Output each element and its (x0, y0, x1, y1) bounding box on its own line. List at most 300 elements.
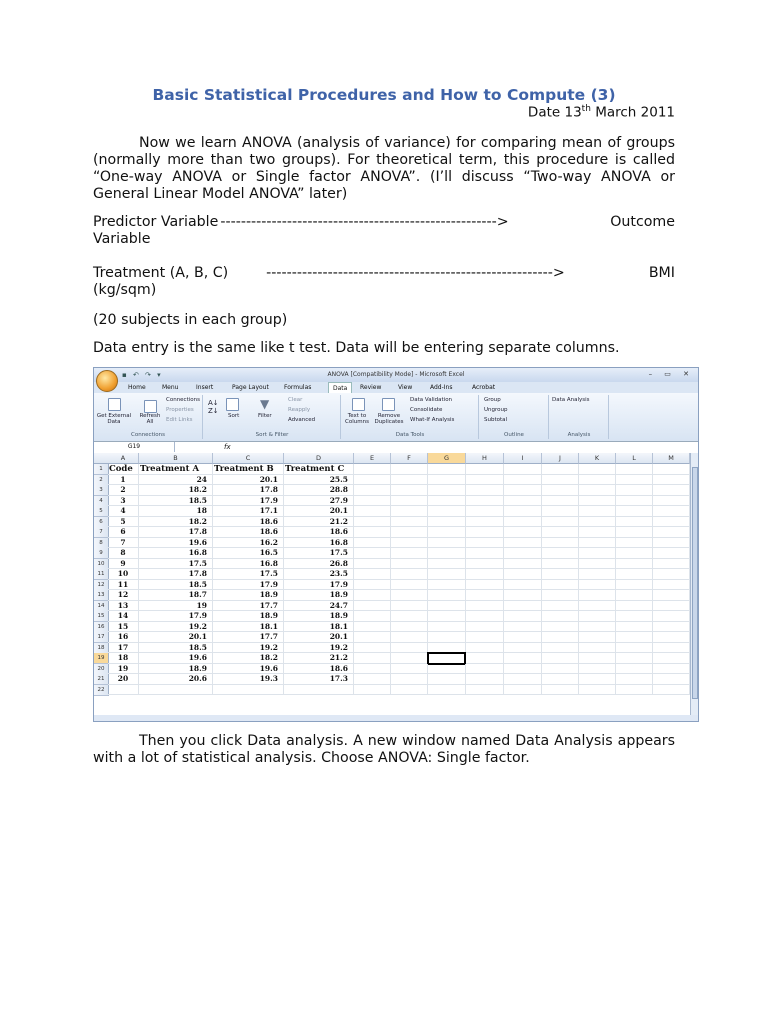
empty-cell[interactable] (354, 643, 391, 654)
table-cell[interactable]: 18 (108, 653, 139, 664)
column-header-h[interactable]: H (466, 453, 504, 464)
remove-duplicates-button[interactable]: Remove Duplicates (374, 413, 404, 425)
empty-cell[interactable] (579, 517, 616, 528)
properties-button[interactable]: Properties (166, 407, 194, 413)
filter-button[interactable]: Filter (258, 413, 272, 419)
table-cell[interactable]: 14 (108, 611, 139, 622)
empty-cell[interactable] (391, 527, 428, 538)
empty-cell[interactable] (354, 601, 391, 612)
table-cell[interactable]: 17.9 (284, 580, 354, 591)
empty-cell[interactable] (504, 653, 542, 664)
tab-insert[interactable]: Insert (196, 384, 214, 391)
column-header-j[interactable]: J (542, 453, 579, 464)
empty-cell[interactable] (504, 622, 542, 633)
empty-cell[interactable] (391, 485, 428, 496)
filter-funnel-icon[interactable]: ▼ (260, 397, 270, 411)
empty-cell[interactable] (466, 485, 504, 496)
empty-cell[interactable] (139, 685, 213, 696)
empty-cell[interactable] (428, 485, 466, 496)
empty-cell[interactable] (354, 569, 391, 580)
subtotal-button[interactable]: Subtotal (484, 417, 508, 423)
table-cell[interactable]: 18.6 (284, 664, 354, 675)
table-cell[interactable]: 21.2 (284, 517, 354, 528)
empty-cell[interactable] (428, 580, 466, 591)
row-header-17[interactable]: 17 (94, 632, 109, 643)
empty-cell[interactable] (653, 517, 690, 528)
empty-cell[interactable] (504, 464, 542, 475)
get-external-data-icon[interactable] (108, 398, 121, 411)
table-cell[interactable]: 18.1 (284, 622, 354, 633)
empty-cell[interactable] (466, 496, 504, 507)
empty-cell[interactable] (354, 538, 391, 549)
empty-cell[interactable] (354, 548, 391, 559)
empty-cell[interactable] (504, 496, 542, 507)
row-header-14[interactable]: 14 (94, 601, 109, 612)
column-header-e[interactable]: E (354, 453, 391, 464)
empty-cell[interactable] (504, 632, 542, 643)
refresh-all-button[interactable]: Refresh All (139, 413, 161, 425)
table-cell[interactable]: 18.6 (213, 527, 284, 538)
empty-cell[interactable] (579, 611, 616, 622)
empty-cell[interactable] (579, 601, 616, 612)
empty-cell[interactable] (579, 506, 616, 517)
empty-cell[interactable] (542, 643, 579, 654)
empty-cell[interactable] (579, 580, 616, 591)
table-cell[interactable]: 18 (139, 506, 213, 517)
data-validation-button[interactable]: Data Validation (410, 397, 453, 403)
empty-cell[interactable] (354, 496, 391, 507)
name-box[interactable]: G19 (94, 442, 175, 452)
empty-cell[interactable] (428, 569, 466, 580)
row-header-10[interactable]: 10 (94, 559, 109, 570)
empty-cell[interactable] (428, 664, 466, 675)
column-header-a[interactable]: A (108, 453, 139, 464)
row-header-8[interactable]: 8 (94, 538, 109, 549)
empty-cell[interactable] (616, 517, 653, 528)
empty-cell[interactable] (653, 559, 690, 570)
empty-cell[interactable] (616, 643, 653, 654)
ungroup-button[interactable]: Ungroup (484, 407, 508, 413)
empty-cell[interactable] (391, 569, 428, 580)
empty-cell[interactable] (354, 527, 391, 538)
table-cell[interactable]: 12 (108, 590, 139, 601)
table-cell[interactable]: 19.6 (139, 538, 213, 549)
tab-menu[interactable]: Menu (162, 384, 179, 391)
table-header-cell[interactable]: Treatment A (139, 464, 213, 475)
empty-cell[interactable] (391, 464, 428, 475)
data-analysis-button[interactable]: Data Analysis (552, 397, 590, 403)
table-cell[interactable]: 17.5 (284, 548, 354, 559)
empty-cell[interactable] (466, 475, 504, 486)
empty-cell[interactable] (579, 464, 616, 475)
empty-cell[interactable] (616, 664, 653, 675)
tab-data[interactable]: Data (328, 382, 352, 394)
empty-cell[interactable] (653, 632, 690, 643)
empty-cell[interactable] (579, 548, 616, 559)
row-header-1[interactable]: 1 (94, 464, 109, 475)
text-to-columns-icon[interactable] (352, 398, 365, 411)
table-cell[interactable]: 17.9 (213, 496, 284, 507)
office-button-icon[interactable] (96, 370, 118, 392)
empty-cell[interactable] (616, 674, 653, 685)
empty-cell[interactable] (466, 580, 504, 591)
tab-add-ins[interactable]: Add-Ins (430, 384, 453, 391)
table-cell[interactable]: 3 (108, 496, 139, 507)
empty-cell[interactable] (466, 674, 504, 685)
row-header-7[interactable]: 7 (94, 527, 109, 538)
table-cell[interactable]: 19.2 (213, 643, 284, 654)
fx-icon[interactable]: fx (224, 443, 231, 451)
empty-cell[interactable] (579, 664, 616, 675)
table-cell[interactable]: 2 (108, 485, 139, 496)
empty-cell[interactable] (466, 548, 504, 559)
sort-az-icon[interactable]: A↓ Z↓ (208, 399, 219, 415)
empty-cell[interactable] (542, 559, 579, 570)
empty-cell[interactable] (428, 632, 466, 643)
empty-cell[interactable] (653, 485, 690, 496)
empty-cell[interactable] (504, 601, 542, 612)
tab-view[interactable]: View (398, 384, 413, 391)
column-header-b[interactable]: B (139, 453, 213, 464)
table-cell[interactable]: 17.7 (213, 601, 284, 612)
empty-cell[interactable] (653, 548, 690, 559)
empty-cell[interactable] (354, 622, 391, 633)
empty-cell[interactable] (504, 590, 542, 601)
empty-cell[interactable] (391, 506, 428, 517)
empty-cell[interactable] (579, 685, 616, 696)
empty-cell[interactable] (579, 485, 616, 496)
empty-cell[interactable] (616, 559, 653, 570)
column-header-l[interactable]: L (616, 453, 653, 464)
tab-acrobat[interactable]: Acrobat (472, 384, 496, 391)
table-cell[interactable]: 26.8 (284, 559, 354, 570)
row-header-16[interactable]: 16 (94, 622, 109, 633)
table-header-cell[interactable]: Code (108, 464, 139, 475)
row-header-5[interactable]: 5 (94, 506, 109, 517)
empty-cell[interactable] (542, 475, 579, 486)
empty-cell[interactable] (466, 664, 504, 675)
table-cell[interactable]: 20 (108, 674, 139, 685)
empty-cell[interactable] (466, 590, 504, 601)
empty-cell[interactable] (653, 569, 690, 580)
empty-cell[interactable] (391, 685, 428, 696)
empty-cell[interactable] (466, 569, 504, 580)
table-header-cell[interactable]: Treatment C (284, 464, 354, 475)
table-cell[interactable]: 18.5 (139, 643, 213, 654)
table-header-cell[interactable]: Treatment B (213, 464, 284, 475)
empty-cell[interactable] (391, 548, 428, 559)
table-cell[interactable]: 17.3 (284, 674, 354, 685)
empty-cell[interactable] (428, 601, 466, 612)
table-cell[interactable]: 10 (108, 569, 139, 580)
empty-cell[interactable] (391, 632, 428, 643)
tab-review[interactable]: Review (360, 384, 382, 391)
select-all-corner[interactable] (94, 453, 109, 464)
clear-button[interactable]: Clear (288, 397, 303, 403)
empty-cell[interactable] (542, 517, 579, 528)
table-cell[interactable]: 20.1 (284, 506, 354, 517)
empty-cell[interactable] (504, 580, 542, 591)
empty-cell[interactable] (542, 611, 579, 622)
empty-cell[interactable] (466, 517, 504, 528)
table-cell[interactable]: 25.5 (284, 475, 354, 486)
remove-duplicates-icon[interactable] (382, 398, 395, 411)
empty-cell[interactable] (391, 559, 428, 570)
row-header-19[interactable]: 19 (94, 653, 109, 664)
table-cell[interactable]: 16.8 (284, 538, 354, 549)
table-cell[interactable]: 17 (108, 643, 139, 654)
table-cell[interactable]: 17.9 (213, 580, 284, 591)
sort-button[interactable]: Sort (228, 413, 240, 419)
table-cell[interactable]: 16 (108, 632, 139, 643)
get-external-data-button[interactable]: Get External Data (96, 413, 132, 425)
empty-cell[interactable] (391, 674, 428, 685)
table-cell[interactable]: 20.1 (213, 475, 284, 486)
column-header-c[interactable]: C (213, 453, 284, 464)
empty-cell[interactable] (354, 464, 391, 475)
empty-cell[interactable] (616, 580, 653, 591)
empty-cell[interactable] (284, 685, 354, 696)
empty-cell[interactable] (466, 632, 504, 643)
table-cell[interactable]: 19.2 (284, 643, 354, 654)
tab-formulas[interactable]: Formulas (284, 384, 312, 391)
empty-cell[interactable] (504, 569, 542, 580)
empty-cell[interactable] (428, 674, 466, 685)
column-header-d[interactable]: D (284, 453, 354, 464)
empty-cell[interactable] (391, 538, 428, 549)
empty-cell[interactable] (579, 496, 616, 507)
table-cell[interactable]: 18.6 (213, 517, 284, 528)
table-cell[interactable]: 6 (108, 527, 139, 538)
empty-cell[interactable] (579, 559, 616, 570)
row-header-21[interactable]: 21 (94, 674, 109, 685)
what-if-analysis-button[interactable]: What-If Analysis (410, 417, 455, 423)
empty-cell[interactable] (542, 632, 579, 643)
empty-cell[interactable] (108, 685, 139, 696)
empty-cell[interactable] (616, 496, 653, 507)
empty-cell[interactable] (616, 611, 653, 622)
empty-cell[interactable] (391, 601, 428, 612)
table-cell[interactable]: 20.1 (284, 632, 354, 643)
row-header-13[interactable]: 13 (94, 590, 109, 601)
table-cell[interactable]: 17.9 (139, 611, 213, 622)
empty-cell[interactable] (579, 643, 616, 654)
empty-cell[interactable] (354, 559, 391, 570)
empty-cell[interactable] (542, 496, 579, 507)
empty-cell[interactable] (616, 569, 653, 580)
empty-cell[interactable] (428, 538, 466, 549)
empty-cell[interactable] (616, 506, 653, 517)
empty-cell[interactable] (428, 685, 466, 696)
empty-cell[interactable] (466, 643, 504, 654)
empty-cell[interactable] (466, 611, 504, 622)
row-header-4[interactable]: 4 (94, 496, 109, 507)
table-cell[interactable]: 18.9 (284, 611, 354, 622)
table-cell[interactable]: 18.5 (139, 580, 213, 591)
empty-cell[interactable] (542, 538, 579, 549)
table-cell[interactable]: 18.5 (139, 496, 213, 507)
table-cell[interactable]: 9 (108, 559, 139, 570)
empty-cell[interactable] (616, 485, 653, 496)
empty-cell[interactable] (428, 559, 466, 570)
empty-cell[interactable] (542, 674, 579, 685)
empty-cell[interactable] (354, 590, 391, 601)
empty-cell[interactable] (428, 548, 466, 559)
table-cell[interactable]: 18.9 (213, 590, 284, 601)
empty-cell[interactable] (579, 674, 616, 685)
empty-cell[interactable] (616, 622, 653, 633)
empty-cell[interactable] (504, 506, 542, 517)
empty-cell[interactable] (354, 653, 391, 664)
empty-cell[interactable] (653, 590, 690, 601)
empty-cell[interactable] (653, 580, 690, 591)
empty-cell[interactable] (579, 475, 616, 486)
empty-cell[interactable] (542, 664, 579, 675)
table-cell[interactable]: 19.3 (213, 674, 284, 685)
table-cell[interactable]: 19.6 (213, 664, 284, 675)
table-cell[interactable]: 17.5 (139, 559, 213, 570)
table-cell[interactable]: 4 (108, 506, 139, 517)
empty-cell[interactable] (354, 485, 391, 496)
tab-page-layout[interactable]: Page Layout (232, 384, 269, 391)
empty-cell[interactable] (653, 674, 690, 685)
empty-cell[interactable] (428, 506, 466, 517)
empty-cell[interactable] (653, 611, 690, 622)
table-cell[interactable]: 18.7 (139, 590, 213, 601)
table-cell[interactable]: 13 (108, 601, 139, 612)
empty-cell[interactable] (653, 538, 690, 549)
empty-cell[interactable] (354, 611, 391, 622)
empty-cell[interactable] (616, 475, 653, 486)
row-header-3[interactable]: 3 (94, 485, 109, 496)
column-header-g[interactable]: G (428, 453, 466, 464)
empty-cell[interactable] (504, 527, 542, 538)
empty-cell[interactable] (542, 464, 579, 475)
table-cell[interactable]: 21.2 (284, 653, 354, 664)
empty-cell[interactable] (466, 653, 504, 664)
row-header-20[interactable]: 20 (94, 664, 109, 675)
table-cell[interactable]: 18.9 (139, 664, 213, 675)
table-cell[interactable]: 19 (108, 664, 139, 675)
empty-cell[interactable] (653, 685, 690, 696)
empty-cell[interactable] (653, 664, 690, 675)
refresh-icon[interactable] (144, 400, 157, 413)
reapply-button[interactable]: Reapply (288, 407, 311, 413)
row-header-12[interactable]: 12 (94, 580, 109, 591)
row-header-9[interactable]: 9 (94, 548, 109, 559)
table-cell[interactable]: 24.7 (284, 601, 354, 612)
empty-cell[interactable] (542, 685, 579, 696)
table-cell[interactable]: 16.2 (213, 538, 284, 549)
table-cell[interactable]: 20.1 (139, 632, 213, 643)
table-cell[interactable]: 20.6 (139, 674, 213, 685)
table-cell[interactable]: 11 (108, 580, 139, 591)
tab-home[interactable]: Home (128, 384, 146, 391)
empty-cell[interactable] (354, 685, 391, 696)
empty-cell[interactable] (466, 506, 504, 517)
empty-cell[interactable] (428, 517, 466, 528)
empty-cell[interactable] (653, 496, 690, 507)
table-cell[interactable]: 19 (139, 601, 213, 612)
empty-cell[interactable] (504, 548, 542, 559)
empty-cell[interactable] (391, 611, 428, 622)
empty-cell[interactable] (504, 664, 542, 675)
empty-cell[interactable] (542, 590, 579, 601)
table-cell[interactable]: 24 (139, 475, 213, 486)
empty-cell[interactable] (504, 538, 542, 549)
table-cell[interactable]: 16.5 (213, 548, 284, 559)
table-cell[interactable]: 18.9 (284, 590, 354, 601)
empty-cell[interactable] (428, 590, 466, 601)
empty-cell[interactable] (542, 622, 579, 633)
empty-cell[interactable] (653, 475, 690, 486)
table-cell[interactable]: 17.8 (139, 527, 213, 538)
empty-cell[interactable] (354, 664, 391, 675)
empty-cell[interactable] (542, 580, 579, 591)
empty-cell[interactable] (579, 527, 616, 538)
empty-cell[interactable] (466, 601, 504, 612)
empty-cell[interactable] (391, 622, 428, 633)
text-to-columns-button[interactable]: Text to Columns (345, 413, 369, 425)
empty-cell[interactable] (466, 559, 504, 570)
table-cell[interactable]: 17.1 (213, 506, 284, 517)
table-cell[interactable]: 17.5 (213, 569, 284, 580)
column-header-f[interactable]: F (391, 453, 428, 464)
empty-cell[interactable] (391, 496, 428, 507)
advanced-button[interactable]: Advanced (288, 417, 316, 423)
column-header-i[interactable]: I (504, 453, 542, 464)
table-cell[interactable]: 7 (108, 538, 139, 549)
table-cell[interactable]: 18.2 (213, 653, 284, 664)
empty-cell[interactable] (653, 527, 690, 538)
empty-cell[interactable] (391, 653, 428, 664)
empty-cell[interactable] (504, 517, 542, 528)
table-cell[interactable]: 17.8 (213, 485, 284, 496)
table-cell[interactable]: 19.6 (139, 653, 213, 664)
empty-cell[interactable] (616, 538, 653, 549)
empty-cell[interactable] (428, 496, 466, 507)
column-header-k[interactable]: K (579, 453, 616, 464)
empty-cell[interactable] (391, 517, 428, 528)
empty-cell[interactable] (466, 622, 504, 633)
consolidate-button[interactable]: Consolidate (410, 407, 443, 413)
edit-links-button[interactable]: Edit Links (166, 417, 193, 423)
empty-cell[interactable] (542, 506, 579, 517)
row-header-22[interactable]: 22 (94, 685, 109, 696)
empty-cell[interactable] (616, 464, 653, 475)
empty-cell[interactable] (504, 559, 542, 570)
empty-cell[interactable] (653, 464, 690, 475)
table-cell[interactable]: 15 (108, 622, 139, 633)
empty-cell[interactable] (354, 632, 391, 643)
table-cell[interactable]: 16.8 (213, 559, 284, 570)
empty-cell[interactable] (504, 475, 542, 486)
empty-cell[interactable] (542, 601, 579, 612)
empty-cell[interactable] (504, 611, 542, 622)
row-header-11[interactable]: 11 (94, 569, 109, 580)
table-cell[interactable]: 18.2 (139, 485, 213, 496)
table-cell[interactable]: 28.8 (284, 485, 354, 496)
empty-cell[interactable] (391, 475, 428, 486)
row-header-18[interactable]: 18 (94, 643, 109, 654)
empty-cell[interactable] (428, 622, 466, 633)
table-cell[interactable]: 8 (108, 548, 139, 559)
empty-cell[interactable] (616, 601, 653, 612)
empty-cell[interactable] (653, 622, 690, 633)
empty-cell[interactable] (542, 527, 579, 538)
empty-cell[interactable] (653, 601, 690, 612)
table-cell[interactable]: 17.8 (139, 569, 213, 580)
